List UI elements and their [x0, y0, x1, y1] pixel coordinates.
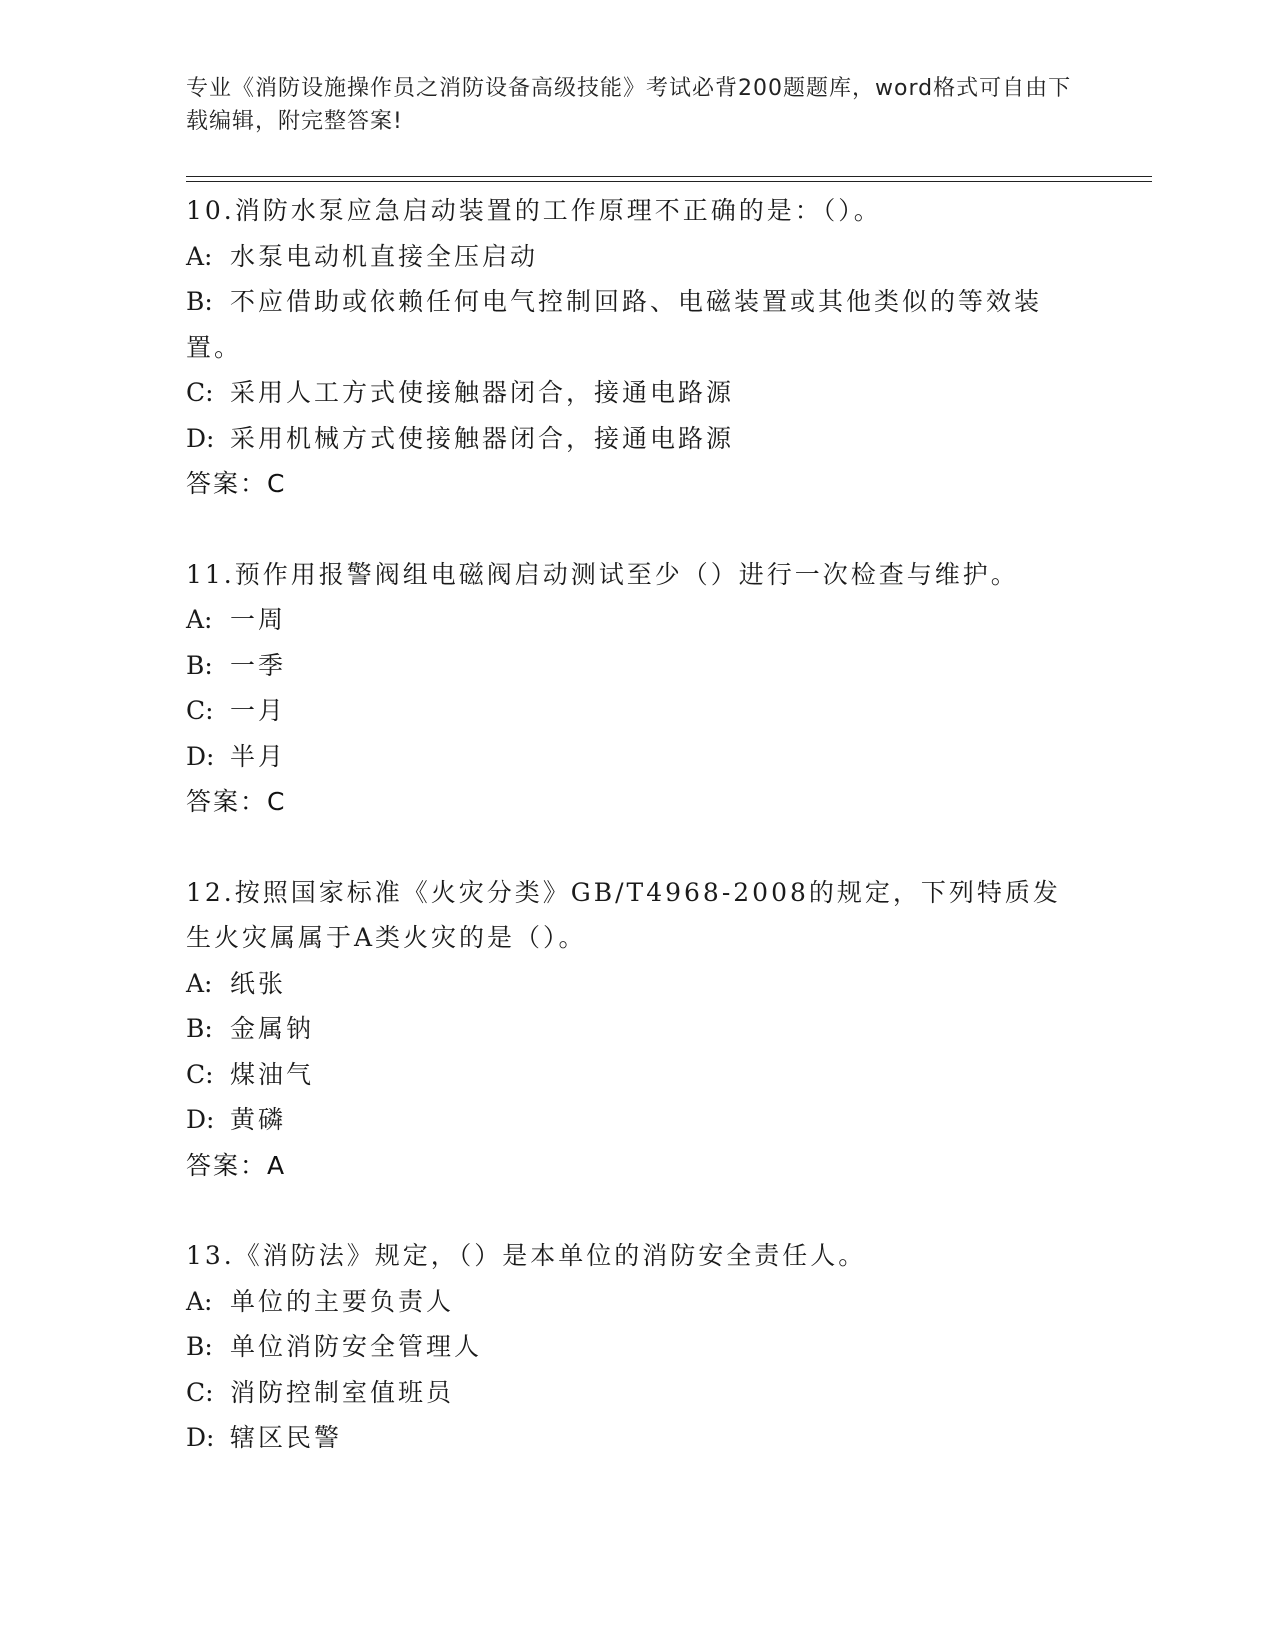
option-text: 一月 — [230, 696, 287, 725]
question-list — [186, 188, 1086, 1506]
option-key: D: — [186, 1105, 215, 1134]
option-key: A: — [186, 1286, 213, 1316]
option-a — [186, 597, 1086, 643]
question-stem: 11.预作用报警阀组电磁阀启动测试至少（）进行一次检查与维护。 — [186, 559, 1019, 589]
option-text: 水泵电动机直接全压启动 — [230, 241, 539, 271]
option-b — [186, 643, 1086, 689]
question-10 — [186, 188, 1086, 507]
option-text: 消防控制室值班员 — [230, 1377, 455, 1407]
answer-line: 答案：A — [186, 1150, 287, 1180]
option-text: 金属钠 — [230, 1014, 315, 1043]
header-rule-top — [186, 176, 1152, 177]
option-text: 黄磷 — [230, 1105, 287, 1134]
question-stem: 10.消防水泵应急启动装置的工作原理不正确的是：（）。 — [186, 196, 882, 225]
option-key: C: — [186, 1377, 214, 1407]
question-13 — [186, 1233, 1086, 1461]
option-key: C: — [186, 1059, 214, 1089]
option-text: 纸张 — [230, 968, 287, 998]
option-b — [186, 1006, 1086, 1052]
option-c — [186, 370, 1086, 416]
option-key: D: — [186, 1423, 215, 1452]
document-header: 专业《消防设施操作员之消防设备高级技能》考试必背200题题库，word格式可自由下载编辑，附完整答案! — [186, 76, 1072, 134]
answer-line: 答案：C — [186, 469, 287, 498]
option-text: 半月 — [230, 741, 287, 771]
option-text: 单位的主要负责人 — [230, 1286, 455, 1316]
option-text: 一季 — [230, 650, 287, 680]
option-key: B: — [186, 1014, 213, 1043]
option-text: 采用人工方式使接触器闭合，接通电路源 — [230, 378, 735, 407]
answer-line: 答案：C — [186, 787, 287, 816]
option-text: 煤油气 — [230, 1059, 315, 1089]
option-a — [186, 234, 1086, 280]
option-text: 单位消防安全管理人 — [230, 1332, 483, 1361]
header-rule-bottom — [186, 181, 1152, 182]
option-key: A: — [186, 241, 213, 271]
option-d — [186, 1097, 1086, 1143]
option-text: 辖区民警 — [230, 1423, 343, 1452]
option-key: C: — [186, 378, 214, 407]
option-d — [186, 416, 1086, 462]
option-key: D: — [186, 423, 215, 453]
option-key: C: — [186, 696, 214, 725]
option-d — [186, 734, 1086, 780]
option-key: B: — [186, 1332, 213, 1361]
option-a — [186, 1279, 1086, 1325]
question-stem: 13.《消防法》规定，（）是本单位的消防安全责任人。 — [186, 1241, 867, 1270]
question-12 — [186, 870, 1086, 1189]
option-text: 采用机械方式使接触器闭合，接通电路源 — [230, 423, 735, 453]
option-c — [186, 688, 1086, 734]
option-b — [186, 279, 1086, 370]
option-text: 不应借助或依赖任何电气控制回路、电磁装置或其他类似的等效装置。 — [186, 287, 1043, 362]
option-c — [186, 1370, 1086, 1416]
option-key: A: — [186, 968, 213, 998]
option-key: D: — [186, 741, 215, 771]
option-a — [186, 961, 1086, 1007]
option-key: A: — [186, 605, 213, 634]
option-c — [186, 1052, 1086, 1098]
option-key: B: — [186, 650, 213, 680]
question-stem: 12.按照国家标准《火灾分类》GB/T4968-2008的规定，下列特质发生火灾属属于A类火灾的是（）。 — [186, 877, 1061, 952]
option-key: B: — [186, 287, 213, 316]
question-11 — [186, 552, 1086, 825]
option-text: 一周 — [230, 605, 287, 634]
option-b — [186, 1324, 1086, 1370]
option-d — [186, 1415, 1086, 1461]
